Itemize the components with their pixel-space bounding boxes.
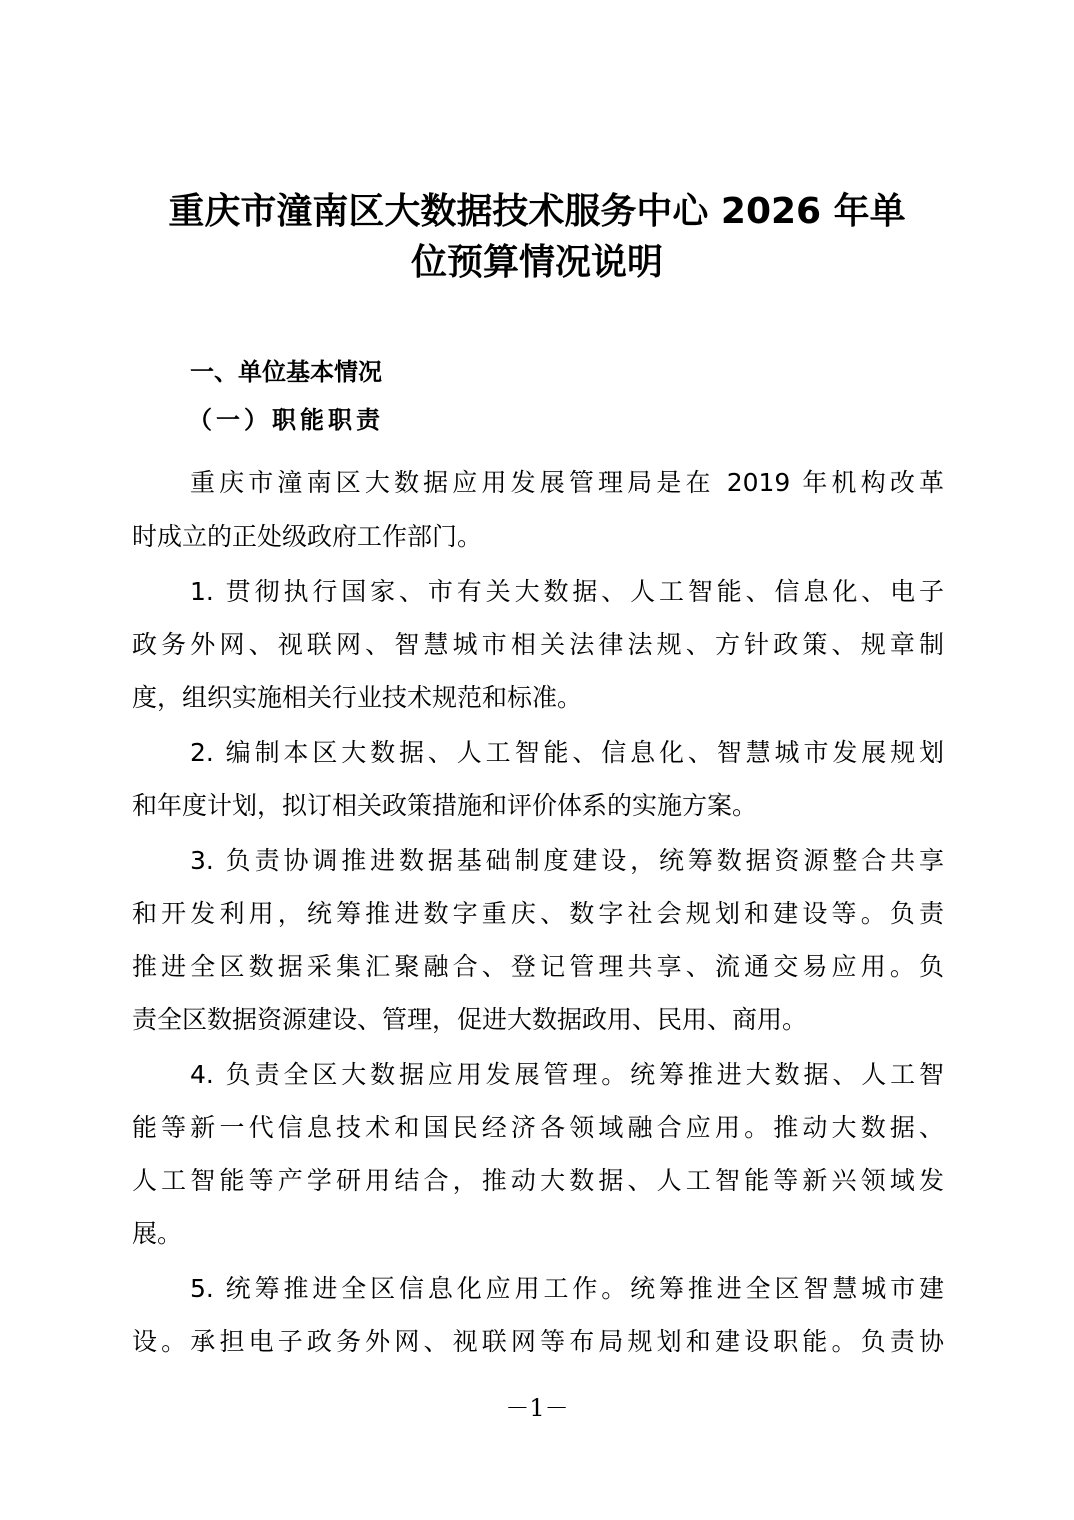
- paragraph-line: 2. 编制本区大数据、人工智能、信息化、智慧城市发展规划: [190, 738, 944, 767]
- paragraph-line: 展。: [132, 1219, 183, 1248]
- paragraph-line: 时成立的正处级政府工作部门。: [132, 522, 483, 551]
- paragraph-line: 3. 负责协调推进数据基础制度建设，统筹数据资源整合共享: [190, 846, 944, 875]
- subsection-heading: （一）职能职责: [188, 406, 384, 434]
- paragraph-line: 5. 统筹推进全区信息化应用工作。统筹推进全区智慧城市建: [190, 1274, 944, 1303]
- paragraph-line: 政务外网、视联网、智慧城市相关法律法规、方针政策、规章制: [132, 630, 944, 659]
- document-title-line-2: 位预算情况说明: [410, 242, 663, 283]
- paragraph-line: 和年度计划，拟订相关政策措施和评价体系的实施方案。: [132, 791, 758, 820]
- paragraph-line: 4. 负责全区大数据应用发展管理。统筹推进大数据、人工智: [190, 1060, 944, 1089]
- paragraph-line: 责全区数据资源建设、管理，促进大数据政用、民用、商用。: [132, 1005, 808, 1034]
- paragraph-line: 重庆市潼南区大数据应用发展管理局是在 2019 年机构改革: [190, 468, 944, 497]
- page-number: －1－: [505, 1394, 569, 1422]
- paragraph-line: 人工智能等产学研用结合，推动大数据、人工智能等新兴领域发: [132, 1166, 944, 1195]
- document-title-line-1: 重庆市潼南区大数据技术服务中心 2026 年单: [168, 191, 906, 232]
- paragraph-line: 度，组织实施相关行业技术规范和标准。: [132, 683, 583, 712]
- paragraph-line: 推进全区数据采集汇聚融合、登记管理共享、流通交易应用。负: [132, 952, 944, 981]
- paragraph-line: 和开发利用，统筹推进数字重庆、数字社会规划和建设等。负责: [132, 899, 944, 928]
- paragraph-line: 设。承担电子政务外网、视联网等布局规划和建设职能。负责协: [132, 1327, 944, 1356]
- section-heading: 一、单位基本情况: [190, 358, 382, 386]
- paragraph-line: 能等新一代信息技术和国民经济各领域融合应用。推动大数据、: [132, 1113, 944, 1142]
- paragraph-line: 1. 贯彻执行国家、市有关大数据、人工智能、信息化、电子: [190, 577, 944, 606]
